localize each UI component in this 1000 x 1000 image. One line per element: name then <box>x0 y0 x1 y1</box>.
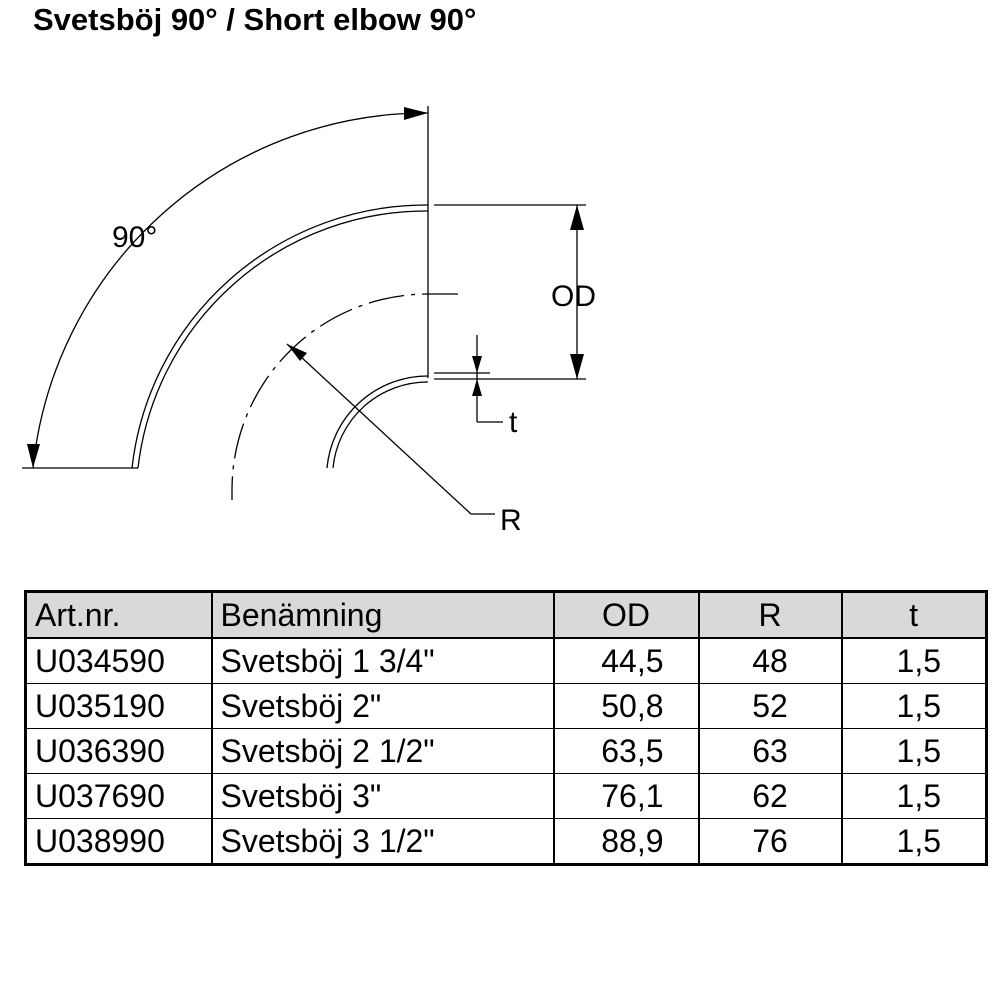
r-label: R <box>500 504 522 537</box>
header-t: t <box>842 592 987 639</box>
cell-t: 1,5 <box>842 684 987 729</box>
cell-benamning: Svetsböj 2 1/2" <box>212 729 554 774</box>
od-arrow-bottom <box>570 354 584 379</box>
header-art-nr: Art.nr. <box>26 592 212 639</box>
cell-art-nr: U034590 <box>26 638 212 684</box>
cell-od: 76,1 <box>554 774 699 819</box>
elbow-outer-wall-inner <box>138 211 428 468</box>
cell-t: 1,5 <box>842 729 987 774</box>
angle-dimension-arc <box>33 113 428 468</box>
elbow-outer-wall <box>132 205 428 468</box>
r-dimension-line <box>287 344 471 514</box>
cell-r: 76 <box>699 819 842 865</box>
cell-art-nr: U036390 <box>26 729 212 774</box>
cell-t: 1,5 <box>842 638 987 684</box>
page-title: Svetsböj 90° / Short elbow 90° <box>33 2 477 37</box>
cell-t: 1,5 <box>842 774 987 819</box>
r-arrow <box>287 344 307 361</box>
elbow-inner-wall-inner <box>333 382 428 468</box>
cell-od: 44,5 <box>554 638 699 684</box>
cell-art-nr: U038990 <box>26 819 212 865</box>
cell-art-nr: U035190 <box>26 684 212 729</box>
elbow-inner-wall <box>327 376 428 468</box>
cell-benamning: Svetsböj 2" <box>212 684 554 729</box>
cell-od: 88,9 <box>554 819 699 865</box>
cell-art-nr: U037690 <box>26 774 212 819</box>
table-header-row <box>26 592 987 639</box>
header-r: R <box>699 592 842 639</box>
cell-od: 50,8 <box>554 684 699 729</box>
angle-label: 90° <box>112 221 158 254</box>
header-od: OD <box>554 592 699 639</box>
table-row <box>26 774 987 819</box>
cell-t: 1,5 <box>842 819 987 865</box>
od-label: OD <box>551 280 596 313</box>
cell-benamning: Svetsböj 3" <box>212 774 554 819</box>
t-arrow-top <box>472 356 482 373</box>
angle-arrow-top <box>404 107 428 120</box>
table-row <box>26 684 987 729</box>
cell-benamning: Svetsböj 3 1/2" <box>212 819 554 865</box>
cell-r: 48 <box>699 638 842 684</box>
t-label: t <box>509 406 518 439</box>
header-benamning: Benämning <box>212 592 554 639</box>
od-arrow-top <box>570 205 584 230</box>
t-arrow-bottom <box>472 379 482 396</box>
cell-r: 52 <box>699 684 842 729</box>
table-row <box>26 729 987 774</box>
table-row <box>26 819 987 865</box>
cell-r: 62 <box>699 774 842 819</box>
specification-table <box>24 590 988 866</box>
cell-benamning: Svetsböj 1 3/4" <box>212 638 554 684</box>
angle-arrow-left <box>27 444 40 468</box>
cell-od: 63,5 <box>554 729 699 774</box>
cell-r: 63 <box>699 729 842 774</box>
table-row <box>26 638 987 684</box>
